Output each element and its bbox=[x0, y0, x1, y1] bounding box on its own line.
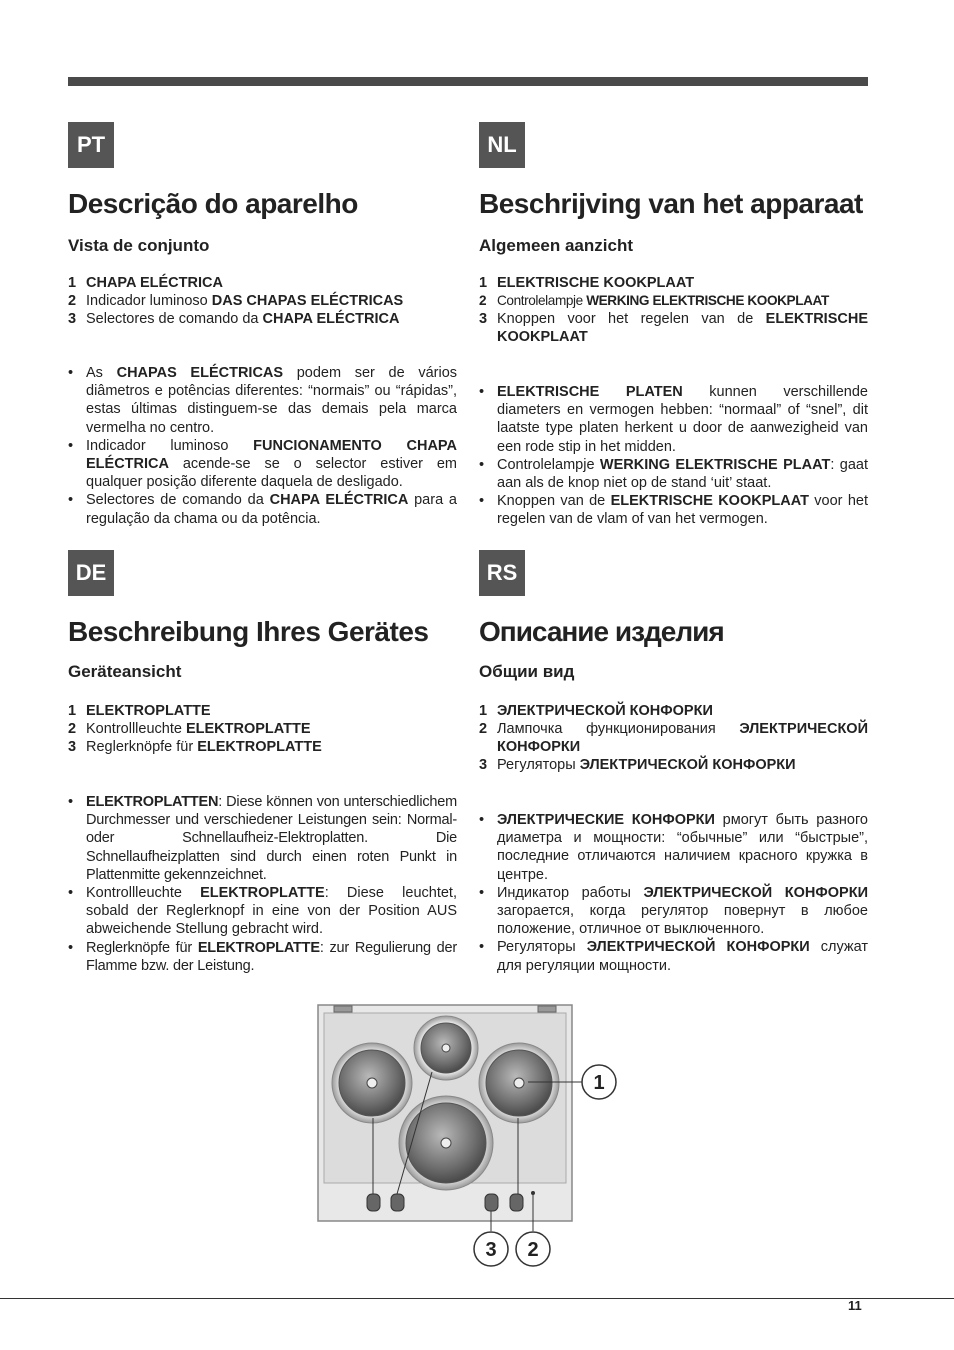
language-badge-rs: RS bbox=[479, 550, 525, 596]
parts-list-item: 1 ELEKTRISCHE KOOKPLAAT bbox=[479, 275, 695, 291]
note-item: • Knoppen van de ELEKTRISCHE KOOKPLAAT voor het regelen van de vlam of van het vermogen. bbox=[479, 493, 868, 528]
section-subtitle-pt: Vista de conjunto bbox=[68, 236, 210, 255]
note-item: • ЭЛЕКТРИЧЕСКИЕ КОНФОРКИ рмогут быть разного диаметра и мощности: “обычные” или “быстрые”, последние отличаются наличием красного кружка в центре. bbox=[479, 812, 868, 883]
section-de bbox=[68, 550, 457, 980]
note-item: • Indicador luminoso FUNCIONAMENTO CHAPA ELÉCTRICA acende-se se o selector estiver em qualquer posição diferente daquela de desligado. bbox=[68, 437, 457, 491]
parts-list-item: 2 Kontrollleuchte ELEKTROPLATTE bbox=[68, 721, 311, 737]
hob-drawing bbox=[300, 995, 640, 1275]
note-item: • As CHAPAS ELÉCTRICAS podem ser de vários diâmetros e potências diferentes: “normais” ou “rápidas”, estas últimas distinguem-se das demais pela marca vermelha no centro. bbox=[68, 365, 458, 436]
note-item: • Kontrollleuchte ELEKTROPLATTE: Diese leuchtet, sobald der Reglerknopf in eine von der Position AUS abweichende Stellung gebracht wird. bbox=[68, 885, 457, 938]
section-title-pt: Descrição do aparelho bbox=[68, 188, 358, 219]
parts-list-item: 1 ЭЛЕКТРИЧЕСКОЙ КОНФОРКИ bbox=[479, 703, 713, 719]
language-badge-nl: NL bbox=[479, 122, 525, 168]
notes-list-pt bbox=[68, 364, 457, 528]
hotplate-top bbox=[414, 1016, 478, 1080]
language-badge-de: DE bbox=[68, 550, 114, 596]
parts-list-item: 2 Лампочка функционирования ЭЛЕКТРИЧЕСКОЙ КОНФОРКИ bbox=[479, 721, 868, 755]
parts-list-item: 3 Reglerknöpfe für ELEKTROPLATTE bbox=[68, 739, 322, 755]
section-title-rs: Описание изделия bbox=[479, 616, 724, 647]
parts-list-item: 1 ELEKTROPLATTE bbox=[68, 703, 211, 719]
section-pt bbox=[68, 122, 457, 542]
top-rule bbox=[68, 77, 868, 86]
notes-list-nl bbox=[479, 383, 868, 529]
hotplate-center bbox=[399, 1096, 493, 1190]
section-subtitle-rs: Общии вид bbox=[479, 662, 575, 681]
page-number: 11 bbox=[848, 1298, 862, 1313]
knob-4 bbox=[510, 1194, 523, 1211]
knob-3 bbox=[485, 1194, 498, 1211]
callout-label-1: 1 bbox=[593, 1072, 605, 1094]
parts-list-de bbox=[68, 702, 457, 756]
parts-list-item: 3 Регуляторы ЭЛЕКТРИЧЕСКОЙ КОНФОРКИ bbox=[479, 757, 796, 773]
note-item: • ELEKTROPLATTEN: Diese können von unterschiedlichem Durchmesser und verschiedener Leistungen sein: Normal- oder Schnellaufheiz-Elektroplatten. Die Schnellaufheizplatten sind durch einen roten Punkt in Plattenmitte gekennzeichnet. bbox=[68, 794, 457, 883]
notes-list-rs bbox=[479, 811, 868, 975]
language-badge-pt: PT bbox=[68, 122, 114, 168]
indicator-light bbox=[531, 1191, 535, 1195]
hob-illustration bbox=[300, 995, 640, 1275]
note-item: • Регуляторы ЭЛЕКТРИЧЕСКОЙ КОНФОРКИ служат для регуляции мощности. bbox=[479, 939, 868, 974]
note-item: • Controlelampje WERKING ELEKTRISCHE PLAAT: gaat aan als de knop niet op de stand ‘uit’ staat. bbox=[479, 456, 869, 492]
parts-list-item: 2 Indicador luminoso DAS CHAPAS ELÉCTRICAS bbox=[68, 293, 404, 309]
callout-label-2: 2 bbox=[527, 1239, 539, 1261]
note-item: • Reglerknöpfe für ELEKTROPLATTE: zur Regulierung der Flamme bzw. der Leistung. bbox=[68, 939, 457, 974]
knob-2 bbox=[391, 1194, 404, 1211]
note-item: • ELEKTRISCHE PLATEN kunnen verschillende diameters en vermogen hebben: “normaal” of “snel”, dit laatste type platen herkent u door de aanwezigheid van een rode stip in het midden. bbox=[479, 384, 868, 455]
knob-1 bbox=[367, 1194, 380, 1211]
note-item: • Индикатор работы ЭЛЕКТРИЧЕСКОЙ КОНФОРКИ загорается, когда регулятор повернут в любое положение, отличное от выключенного. bbox=[479, 884, 868, 938]
section-title-nl: Beschrijving van het apparaat bbox=[479, 188, 863, 219]
parts-list-item: 2 Controlelampje WERKING ELEKTRISCHE KOOKPLAAT bbox=[479, 293, 829, 308]
callout-label-3: 3 bbox=[485, 1239, 497, 1261]
section-rs bbox=[479, 550, 868, 980]
note-item: • Selectores de comando da CHAPA ELÉCTRICA para a regulação da chama ou da potência. bbox=[68, 492, 457, 527]
section-subtitle-de: Geräteansicht bbox=[68, 662, 182, 681]
section-nl bbox=[479, 122, 868, 542]
notes-list-de bbox=[68, 793, 457, 975]
bottom-rule bbox=[0, 1298, 954, 1299]
hotplate-left bbox=[332, 1043, 412, 1123]
parts-list-pt bbox=[68, 274, 457, 328]
hotplate-right bbox=[479, 1043, 559, 1123]
parts-list-item: 1 CHAPA ELÉCTRICA bbox=[68, 275, 223, 291]
hinge-left bbox=[334, 1006, 352, 1012]
parts-list-item: 3 Knoppen voor het regelen van de ELEKTRISCHE KOOKPLAAT bbox=[479, 311, 868, 345]
parts-list-item: 3 Selectores de comando da CHAPA ELÉCTRICA bbox=[68, 311, 400, 327]
parts-list-nl bbox=[479, 274, 868, 346]
section-title-de: Beschreibung Ihres Gerätes bbox=[68, 616, 429, 647]
hinge-right bbox=[538, 1006, 556, 1012]
parts-list-rs bbox=[479, 702, 868, 774]
section-subtitle-nl: Algemeen aanzicht bbox=[479, 236, 633, 255]
